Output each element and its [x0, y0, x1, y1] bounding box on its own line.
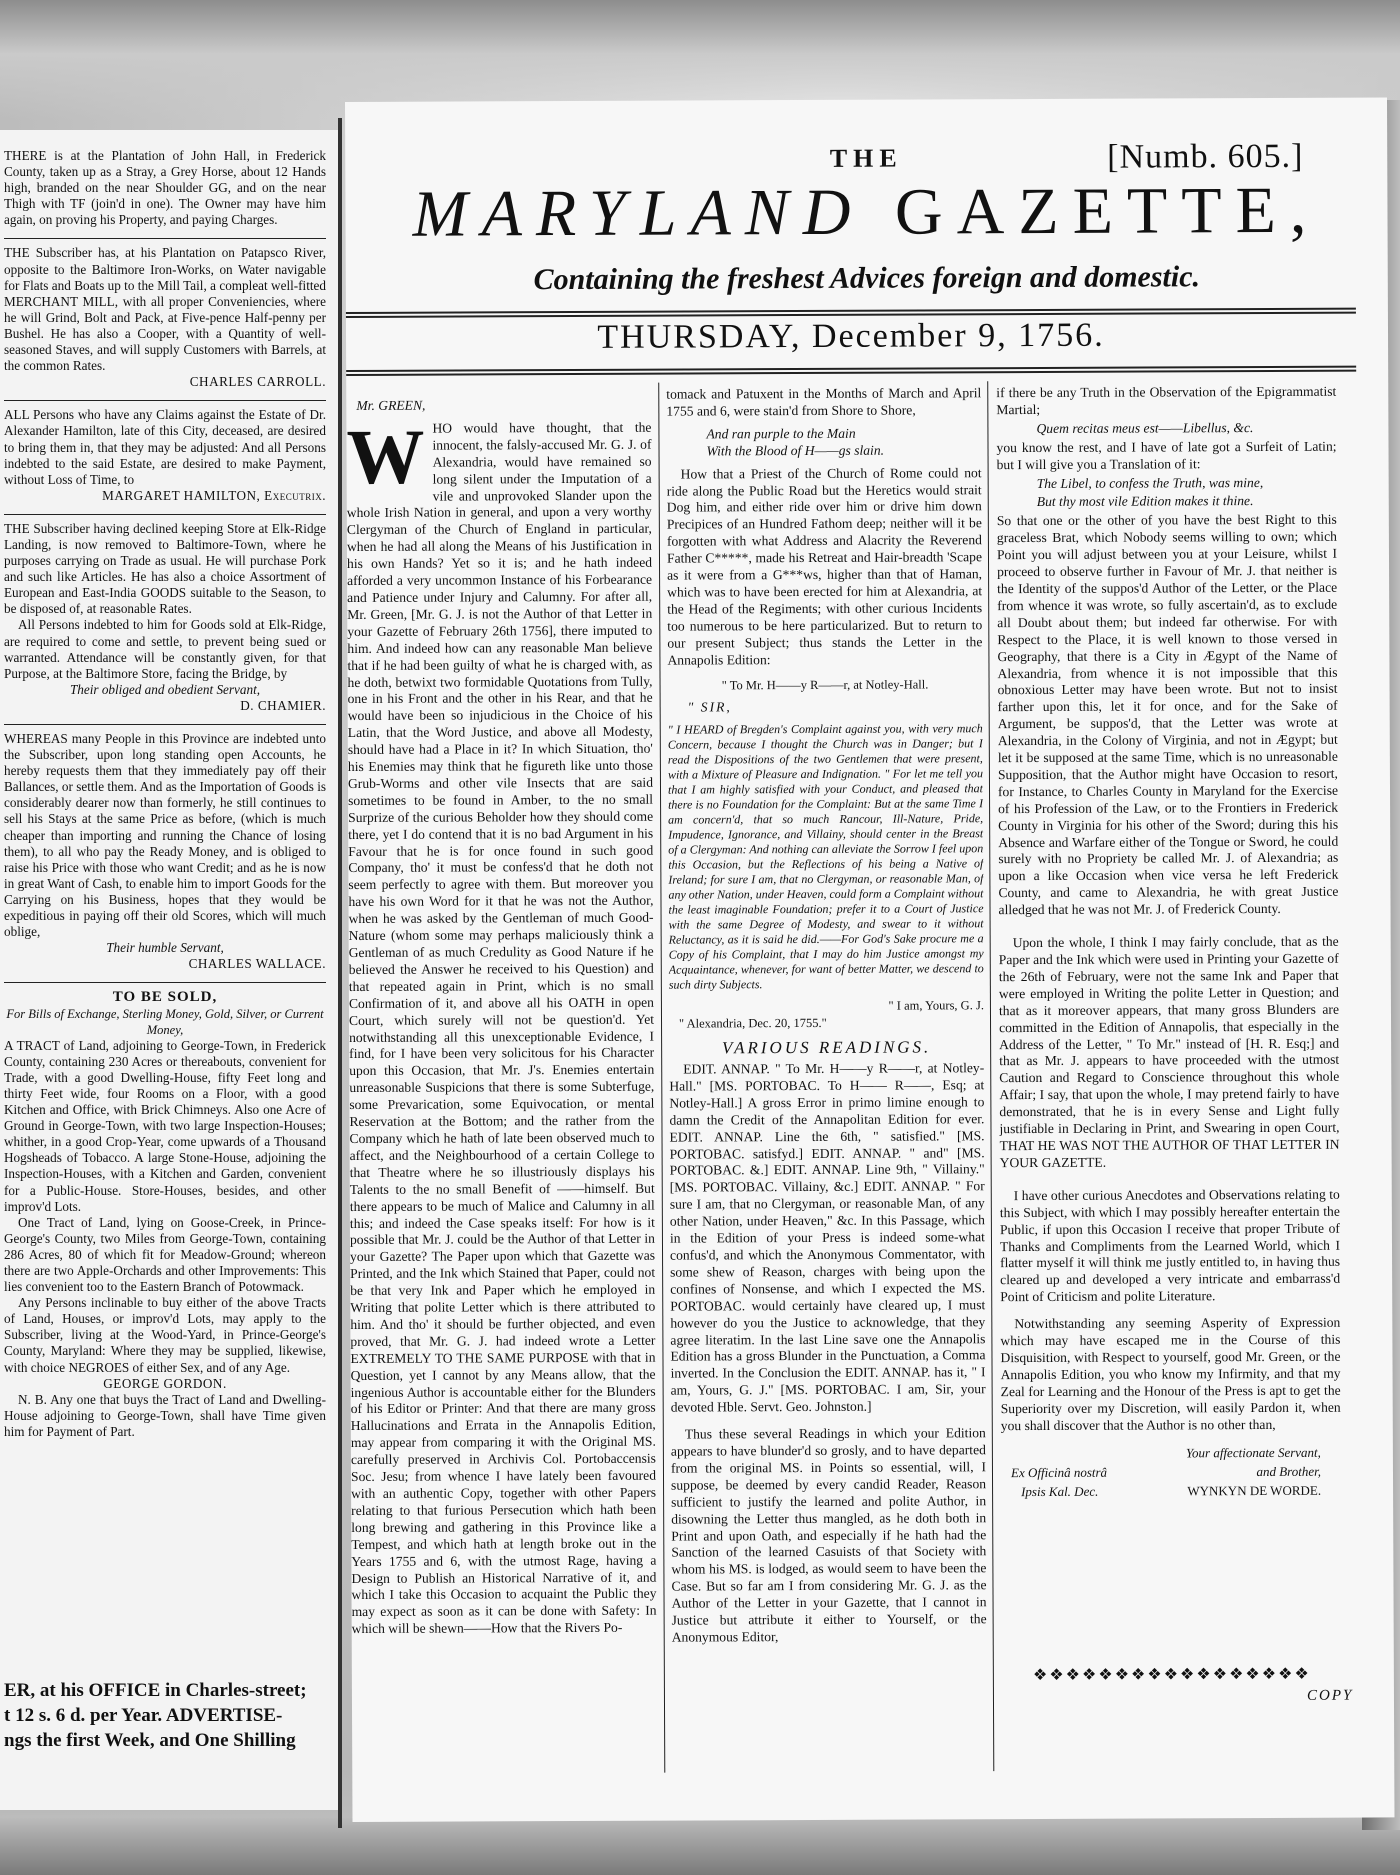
ad-chamier-store-text-2: All Persons indebted to him for Goods sold at Elk-Ridge, are required to come and settle, to prevent being sued or warranted. Attendance will be constantly given, for that Purpose, at the Baltimore Store, facing the Bridge, by [4, 617, 326, 681]
closing-brother: and Brother, [1256, 1464, 1322, 1480]
closing-row-2 [1001, 1481, 1341, 1501]
column-1 [346, 387, 657, 1758]
divider [4, 724, 326, 725]
various-readings-body: EDIT. ANNAP. " To Mr. H——y R——r, at Notley-Hall." [MS. PORTOBAC. To H—— R——, Esq; at Notley-Hall.] A gross Error in primo limine enough to damn the Credit of the Annapolitan Edition for ever. EDIT. ANNAP. Line the 6th, " satisfied." [MS. PORTOBAC. satisfyd.] EDIT. ANNAP. " and" [MS. PORTOBAC. &.] EDIT. ANNAP. Line 9th, " Villainy." [MS. PORTOBAC. Villainy, &c.] EDIT. ANNAP. " For sure I am, that no Clergyman, or reasonable Man, of any other Nation, under Heaven," &c. In this Passage, which in the Edition of your Press is indeed some-what confus'd, and which the Anonymous Commentator, with some shew of Reason, charges with being upon the confines of Nonsense, and which I expected the MS. PORTOBAC. would certainly have cleared up, I must however do you the Justice to acknowledge, that they agree literatim. In the last Line save one the Annapolis Edition has a gross Blunder in the Punctuation, a Comma inverted. In the Conclusion the EDIT. ANNAP. has it, " I am, Yours, G. J." [MS. PORTOBAC. I am, Sir, your devoted Hble. Servt. Geo. Johnston.] [669, 1060, 986, 1415]
closing-row-1 [1001, 1462, 1341, 1482]
ad-hamilton-estate [4, 407, 326, 504]
martial-quote: Quem recitas meus est——Libellus, &c. [1036, 419, 1254, 436]
translation-line-1: The Libel, to confess the Truth, was mine, [1036, 474, 1264, 491]
closing-signature: WYNKYN DE WORDE. [1187, 1483, 1322, 1499]
imprint-line-3: ngs the first Week, and One Shilling [4, 1730, 296, 1751]
column-2-conclusion: Thus these several Readings in which your Edition appears to have blunder'd so grosly, and to have departed from the original MS. in Points so essential, will, I suppose, be deemed by every candid Reader, Reason sufficient to justify the learned and polite Author, in disowning the Letter thus mangled, as he doth both in Print and upon Oath, and especially if he hath had the Sanction of the learned Casuists of that Society with whom his MS. is lodged, as would seem to have been the Case. But so far am I from considering Mr. G. J. as the Author of the Letter in your Gazette, that I cannot in Justice but attribute it either to Yourself, or the Anonymous Editor, [670, 1425, 987, 1645]
ad-wallace-stays-text: WHEREAS many People in this Province are indebted unto the Subscriber, upon long standing open Accounts, he hereby requests them that they immediately pay off their Ballances, or settle them. And as the Importation of Goods is considerably dearer now than formerly, he still continues to sell his Stays at the same Price as before, (which is much cheaper than importing and running the Chance of losing them), to all who pay the Ready Money, and is obliged to raise his Price with those who want Credit; and as he is now in great Want of Cash, to enable him to import Goods for the Carrying on his Business, hopes that they would be expeditious in paying off their old Scores, which will much oblige, [4, 731, 326, 940]
quoted-letter-address: " To Mr. H——y R——r, at Notley-Hall. [721, 676, 929, 692]
ad-merchant-mill [4, 245, 326, 390]
ad-chamier-store-close: Their obliged and obedient Servant, [69, 681, 261, 697]
ad-land-for-sale-text-3: Any Persons inclinable to buy either of the above Tracts of Land, Houses, or improv'd Lots, may apply to the Subscriber, living at the Wood-Yard, in Prince-George's County, Maryland: Where they may be supplied, likewise, with choice NEGROES of either Sex, and of any Age. [4, 1295, 326, 1375]
closing-block [1001, 1445, 1341, 1501]
closing-officina: Ex Officinâ nostrâ [1010, 1465, 1108, 1481]
divider [4, 400, 326, 401]
column-3-conclusion: Upon the whole, I think I may fairly conclude, that as the Paper and the Ink which were used in Printing your Gazette of the 26th of February, were not the same Ink and Paper that were employed in Writing the polite Letter in Question; and that as it moreover appears, that many gross Blunders are committed in the Edition of Annapolis, that especially in the Address of the Letter, " To Mr." instead of [H. R. Esq;] and that as Mr. J. appears to have proceeded with the utmost Caution and Regard to Conscience throughout this whole Affair; I say, that upon the whole, I may pretend fairly to have demonstrated, that he is in every Sense and Light fully justifiable in Declaring in Print, and Swearing in open Court, THAT HE WAS NOT THE AUTHOR OF THAT LETTER IN YOUR GAZETTE. [998, 933, 1340, 1171]
ad-stray-horse [4, 148, 326, 228]
ad-land-for-sale-signature: GEORGE GORDON. [103, 1375, 227, 1391]
ad-chamier-store [4, 521, 326, 714]
ad-hamilton-estate-signature: MARGARET HAMILTON, Executrix. [102, 487, 326, 503]
various-readings-heading: VARIOUS READINGS. [721, 1037, 932, 1058]
divider [4, 238, 326, 239]
column-3-intro: if there be any Truth in the Observation of the Epigrammatist Martial; [996, 383, 1337, 418]
catchword: COPY [1306, 1687, 1354, 1704]
ad-land-for-sale-text: A TRACT of Land, adjoining to George-Town, in Frederick County, containing 230 Acres or thereabouts, convenient for Trade, with a good Dwelling-House, fifty Feet long and thirty Feet wide, four Rooms on a Floor, with a good Kitchen and Office, with Brick Chimneys. Also one Acre of Ground in George-Town, with two large Inspection-Houses; whither, in a good Crop-Year, come upwards of a Thousand Hogsheads of Tobacco. A large Stone-House, adjoining the Inspection-Houses, with a Kitchen and Garden, convenient for a Public-House. Store-Houses, besides, and other improv'd Lots. [4, 1037, 326, 1214]
ad-stray-horse-text: THERE is at the Plantation of John Hall, in Frederick County, taken up as a Stray, a Grey Horse, about 12 Hands high, branded on the near Shoulder GG, and on the near Thigh with TF (join'd in one). The Owner may have him again, on proving his Property, and paying Charges. [4, 148, 326, 228]
quoted-letter-date: " Alexandria, Dec. 20, 1755." [678, 1016, 827, 1031]
ad-land-for-sale-note: N. B. Any one that buys the Tract of Land and Dwelling-House adjoining to George-Town, shall have Time given him for Payment of Part. [4, 1391, 326, 1439]
quoted-letter-body: " I HEARD of Bregden's Complaint against you, with very much Concern, because I thought the Church was in Danger; but I read the Dispositions of the two Gentlemen that were present, with a Mixture of Pleasure and Indignation. " For let me tell you that I am highly satisfied with your Conduct, and pleased that there is no Foundation for the Complaint: But at the same Time I am concern'd, that so much Rancour, Ill-Nature, Pride, Impudence, Ignorance, and Villainy, should center in the Breast of a Clergyman: And nothing can alleviate the Sorrow I feel upon this Occasion, but the Reflections of his being a Native of Ireland; for sure I am, that no Clergyman, or reasonable Man, of any other Nation, under Heaven, could form a Complaint without the least imaginable Foundation; prefer it to a Court of Justice with the same Degree of Modesty, and swear to it without Reluctancy, as it is said he did.——For God's Sake procure me a Copy of his Complaint, that I may do him Justice amongst my Acquaintance, whenever, for want of better Matter, we descend to such dirty Subjects. [667, 721, 984, 992]
masthead-title-gazette: GAZETTE, [894, 173, 1321, 249]
ad-merchant-mill-signature: CHARLES CARROLL. [189, 374, 326, 390]
ad-land-for-sale [4, 989, 326, 1440]
quoted-letter-sign: " I am, Yours, G. J. [888, 998, 984, 1013]
issue-date: THURSDAY, December 9, 1756. [597, 316, 1105, 356]
imprint-line-2: t 12 s. 6 d. per Year. ADVERTISE- [4, 1705, 283, 1726]
ad-land-for-sale-title: TO BE SOLD, [112, 989, 218, 1006]
masthead-title [345, 172, 1387, 253]
ad-chamier-store-signature: D. CHAMIER. [240, 697, 326, 713]
ad-chamier-store-text: THE Subscriber having declined keeping Store at Elk-Ridge Landing, is now removed to Baltimore-Town, where he purposes carrying on Trade as usual. He will purchase Pork and such like Articles. He has also a choice Assortment of European and East-India GOODS suitable to the Season, to be disposed of, at reasonable Rates. [4, 520, 326, 617]
page-gutter [338, 118, 342, 1828]
ad-hamilton-estate-text: ALL Persons who have any Claims against the Estate of Dr. Alexander Hamilton, late of this City, deceased, are desired to bring them in, that they may be adjusted: And all Persons indebted to the said Estate, are desired to make Payment, without Loss of Time, to [4, 407, 326, 487]
letter-salutation: Mr. GREEN, [356, 397, 426, 413]
ad-land-for-sale-subtitle: For Bills of Exchange, Sterling Money, Gold, Silver, or Current Money, [6, 1006, 324, 1037]
ornament-rule: ❖❖❖❖❖❖❖❖❖❖❖❖❖❖❖❖❖ [1032, 1665, 1311, 1685]
divider [4, 514, 326, 515]
column-3-body: So that one or the other of you have the best Right to this graceless Brat, which Nobody seems willing to own; which Point you will adjust between you at your Leisure, whilst I proceed to observe further in Favour of Mr. J. that neither is the Identity of the suppos'd Author of the Letter, or the Place from whence it was wrote, so fully ascertain'd, as to exclude all Doubt about them; but indeed far otherwise. For with Respect to the Place, it is well known to those versed in Geography, that there is a City in Ægypt of the Name of Alexandria, from whence it is not impossible that this obnoxious Letter may have been wrote. But not to insist farther upon this, let it for once, and for the Sake of Argument, be suppos'd, that the Letter was wrote at Alexandria, in the Colony of Virginia, and not in Ægypt; but let it be supposed at the same Time, which is no unreasonable Supposition, that the Author might have Occasion to resort, for Instance, to Charles County in Maryland for the Exercise of his Profession of the Law, or to the Frontiers in Frederick County in Virginia for his other of the Sword; during this his Absence and Warfare either of the Tongue or Sword, he could surely with no Propriety be called Mr. J. of Alexandria; as upon a like Occasion when vice versa he left Frederick County, and came to Alexandria, he with great Justice alledged that he was not Mr. J. of Frederick County. [996, 512, 1339, 918]
closing-date-latin: Ipsis Kal. Dec. [1021, 1484, 1099, 1500]
left-page-ads [4, 148, 326, 1450]
masthead-title-maryland: MARYLAND [412, 175, 865, 251]
column-3-anecdotes: I have other curious Anecdotes and Observations relating to this Subject, with which I may possibly hereafter entertain the Public, if upon this Occasion I receive that proper Tribute of Thanks and Compliments from the Learned World, which I flatter myself it will think me justly entitled to, in having thus cleared up and developed a very intricate and embarrass'd Point of Criticism and polite Literature. [999, 1186, 1341, 1305]
closing-servant: Your affectionate Servant, [1185, 1445, 1321, 1461]
column-2 [666, 385, 987, 1756]
verse-line-1: And ran purple to the Main [706, 425, 856, 442]
column-2-body: How that a Priest of the Church of Rome could not ride along the Public Road but the Heretics would strait Dog him, and either ride over him or drive him down Precipices of an Hundred Fathom deep; neither will it be forgotten with what Address and Alacrity the Reverend Father C*****, made his Retreat and Hair-breadth 'Scape as it were from a G***ws, higher than that of Haman, which was to have been erected for him at Alexandria, at the Head of the Regiments; with other curious Incidents too numerous to be here particularized. But to return to our present Subject; thus stands the Letter in the Annapolis Edition: [666, 464, 983, 668]
column-rule-2 [987, 381, 994, 1771]
column-2-intro: tomack and Patuxent in the Months of March and April 1755 and 6, were stain'd from Shore to Shore, [666, 385, 982, 419]
verse-line-2: With the Blood of H——gs slain. [706, 442, 885, 459]
column-3 [996, 384, 1342, 1655]
issue-number: [Numb. 605.] [1107, 137, 1304, 176]
masthead-the: THE [829, 143, 903, 173]
left-page-imprint [4, 1678, 326, 1753]
ad-wallace-stays-signature: CHARLES WALLACE. [188, 956, 326, 972]
translation-line-2: But thy most vile Edition makes it thine. [1036, 493, 1254, 510]
drop-cap-w: W [346, 412, 425, 500]
ad-wallace-stays [4, 731, 326, 972]
left-page [0, 130, 341, 1810]
column-3-apology: Notwithstanding any seeming Asperity of Expression which may have escaped me in the Course of this Disquisition, with Respect to yourself, good Mr. Green, or the Annapolis Edition, you who know my Infirmity, and that my Zeal for Learning and the Honour of the Press is apt to get the Superiority over my Discretion, will easily Pardon it, when you shall discover that the Author is no other than, [1000, 1314, 1341, 1433]
column-rule-1 [658, 383, 665, 1773]
divider [4, 982, 326, 983]
masthead-subtitle: Containing the freshest Advices foreign and domestic. [533, 260, 1201, 297]
ad-wallace-stays-close: Their humble Servant, [106, 940, 224, 956]
imprint-line-1: ER, at his OFFICE in Charles-street; [4, 1680, 307, 1701]
quoted-letter-sir: " SIR, [687, 699, 732, 715]
ad-merchant-mill-text: THE Subscriber has, at his Plantation on Patapsco River, opposite to the Baltimore Iron-Works, on Water navigable for Flats and Boats up to the Mill Tail, a compleat well-fitted MERCHANT MILL, with all proper Conveniencies, where he will Grind, Bolt and Pack, at Five-pence Half-penny per Bushel. He has also a Cooper, with a Quantity of well-seasoned Staves, and will supply Customers with Barrels, at the common Rates. [4, 245, 326, 374]
gazette-front-page [345, 97, 1394, 1822]
column-3-intro-2: you know the rest, and I have of late got a Surfeit of Latin; but I will give you a Translation of it: [996, 438, 1337, 472]
ad-land-for-sale-text-2: One Tract of Land, lying on Goose-Creek, in Prince-George's County, two Miles from George-Town, containing 286 Acres, 80 of which fit for Meadow-Ground; whereon there are two Apple-Orchards and other Improvements: This lies convenient too to the Eastern Branch of Potowmack. [4, 1214, 326, 1295]
column-1-body: HO would have thought, that the innocent, the falsly-accused Mr. G. J. of Alexandria, would have remained so long silent under the Imputation of a vile and unprovoked Slander upon the whole Irish Nation in general, and upon a very worthy Clergyman of the Church of England in particular, when he had all along the Means of his Justification in his own Hands? Yet so it is; and he hath indeed afforded a very uncommon Instance of his Forbearance and Patience under Injury and Calumny. For after all, Mr. Green, [Mr. G. J. is not the Author of that Letter in your Gazette of February 26th 1756], there imputed to him. And indeed how can any reasonable Man believe that if he had been guilty of what he is charged with, as he doth, betwixt two formidable Quotations from Tully, one in his Front and the other in his Rear, and that he would have been so injudicious in the Choice of his Latin, that the Word Justice, and above all Modesty, should have had a Place in it? In which Situation, tho' his Enemies may think that he figureth like unto those Grub-Worms and other vile Insects that are said sometimes to be found in Amber, to the no small Surprize of the curious Beholder how they should come there, yet I do contend that it is no bad Argument in his Favour that he is for once found in such good Company, tho' it must be confess'd that he doth not seem perfectly to agree with them. But moreover you have his own Word for it that he was not the Author, when he was asked by the Gentleman of much Good-Nature (whom some may perhaps maliciously think a Gentleman of as much Credulity as Good Nature if he believed the Answer he received to his Question) and that repeated again in Print, which is no small Confirmation of it, and above all his OATH in open Court, which surely will not be question'd. Yet notwithstanding all this unexceptionable Evidence, I find, for I have been very solicitous for his Character upon this Occasion, that Mr. J's. Enemies entertain unreasonable Suspicions that there is some Subterfuge, some Prevarication, some Equivocation, or mental Reservation at the Bottom; and the rather from the Company which he hath of late been observed much to affect, and the Neighbourhood of a certain College to that Theatre where he so illustriously displays his Talents to the no small Benefit of ——himself. But there appears to be much of Malice and Calumny in all this; and indeed the Case speaks itself: For how is it possible that Mr. J. could be the Author of that Letter in your Gazette? The Paper upon which that Gazette was Printed, and the Ink which Stained that Paper, could not be that very Ink and Paper which he employed in Writing that polite Letter which is there attributed to him. And tho' it should be further objected, and even proved, that Mr. G. J. had indeed wrote a Letter EXTREMELY TO THE SAME PURPOSE with that in Question, yet I cannot by any Means allow, that the ingenious Author is accountable either for the Blunders of his Editor or Printer: And that there are many gross Hallucinations and Errata in the Annapolis Edition, may appear from comparing it with the Original MS. carefully preserved in Archivis Col. Portobaccensis Soc. Jesu; from whence I have lately been favoured with an authentic Copy, together with other Papers relating to that furious Persecution which hath been long brewing and gathering in this Province like a Tempest, and which hath at length broke out in the Years 1755 and 6, with the utmost Rage, having a Design to Publish an Historical Narrative of it, and which I take this Occasion to acquaint the Public they may expect as soon as it can be done with Safety: In which will be shewn——How that the Rivers Po- [346, 419, 657, 1637]
